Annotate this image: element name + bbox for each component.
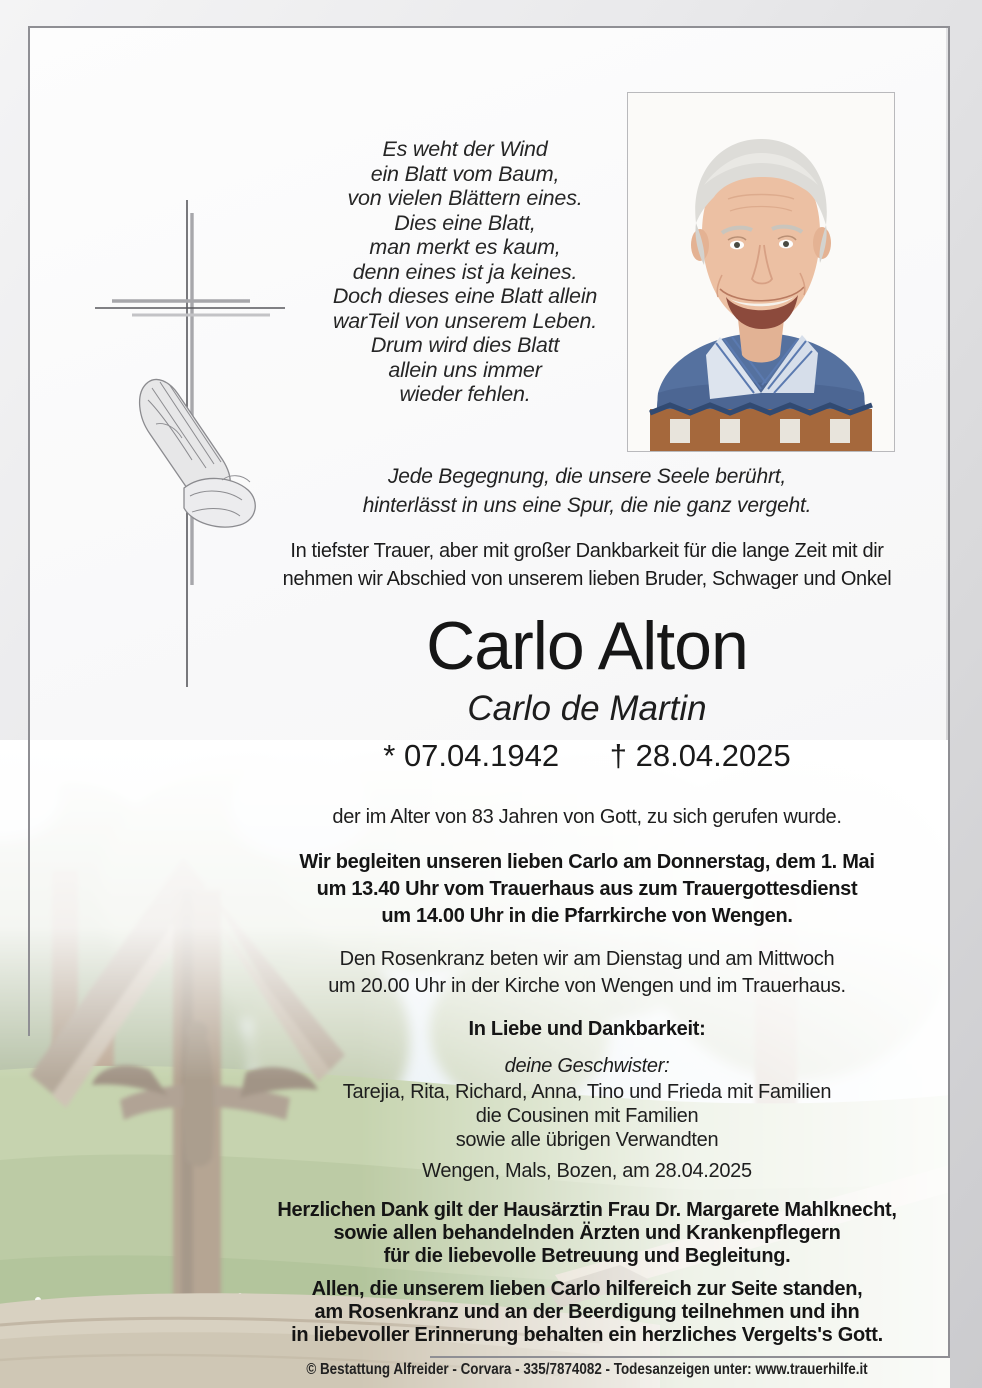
funeral-home-footer: © Bestattung Alfreider - Corvara - 335/7874082 - Todesanzeigen unter: www.trauerhilfe.it bbox=[306, 1361, 868, 1378]
relatives-label: deine Geschwister: bbox=[504, 1055, 670, 1077]
thanks-line: für die liebevolle Betreuung und Begleitung. bbox=[383, 1245, 791, 1267]
thanks-line: sowie allen behandelnden Ärzten und Krankenpflegern bbox=[333, 1222, 841, 1244]
intro-line: nehmen wir Abschied von unserem lieben Bruder, Schwager und Onkel bbox=[282, 568, 892, 590]
quote-line: hinterlässt in uns eine Spur, die nie ganz vergeht. bbox=[362, 494, 812, 517]
relatives-line: sowie alle übrigen Verwandten bbox=[455, 1129, 719, 1151]
deceased-name: Carlo Alton bbox=[426, 608, 748, 684]
farewell-line: Allen, die unserem lieben Carlo hilfereich zur Seite standen, bbox=[311, 1278, 863, 1300]
poem-line: allein uns immer bbox=[388, 357, 542, 382]
life-dates bbox=[224, 733, 950, 779]
birth-symbol: * bbox=[383, 738, 396, 773]
poem-line: wieder fehlen. bbox=[399, 382, 531, 406]
intro-line: In tiefster Trauer, aber mit großer Dankbarkeit für die lange Zeit mit dir bbox=[290, 540, 884, 562]
farewell-line: in liebevoller Erinnerung behalten ein herzliches Vergelts's Gott. bbox=[291, 1324, 883, 1346]
place-date-line: Wengen, Mals, Bozen, am 28.04.2025 bbox=[422, 1160, 752, 1182]
announcement-body bbox=[224, 804, 950, 1347]
poem-line: warTeil von unserem Leben. bbox=[332, 308, 598, 333]
death-symbol: † bbox=[609, 738, 627, 773]
quote-line: Jede Begegnung, die unsere Seele berührt, bbox=[387, 465, 787, 488]
funeral-line: um 14.00 Uhr in die Pfarrkirche von Wengen. bbox=[381, 905, 793, 927]
rosary-line: Den Rosenkranz beten wir am Dienstag und am Mittwoch bbox=[339, 948, 835, 970]
poem-line: Dies eine Blatt, bbox=[394, 210, 536, 235]
card-border-bottom bbox=[430, 1356, 950, 1358]
funeral-line: um 13.40 Uhr vom Trauerhaus aus zum Trauergottesdienst bbox=[316, 878, 858, 900]
card-border-top bbox=[28, 26, 950, 28]
gratitude-heading: In Liebe und Dankbarkeit: bbox=[468, 1018, 706, 1040]
poem-line: Es weht der Wind bbox=[382, 137, 548, 161]
farewell-line: am Rosenkranz und an der Beerdigung teilnehmen und ihn bbox=[314, 1301, 860, 1323]
announcement-header bbox=[224, 462, 950, 779]
age-line: der im Alter von 83 Jahren von Gott, zu sich gerufen wurde. bbox=[332, 806, 842, 828]
card-border-left bbox=[28, 26, 30, 1036]
rosary-line: um 20.00 Uhr in der Kirche von Wengen und im Trauerhaus. bbox=[328, 975, 846, 997]
poem-line: von vielen Blättern eines. bbox=[347, 186, 583, 210]
death-date: 28.04.2025 bbox=[635, 738, 791, 773]
poem-line: ein Blatt vom Baum, bbox=[370, 161, 560, 186]
memorial-poem bbox=[285, 137, 645, 407]
poem-line: Doch dieses eine Blatt allein bbox=[332, 284, 598, 308]
poem-line: Drum wird dies Blatt bbox=[370, 333, 560, 357]
birth-date: 07.04.1942 bbox=[403, 738, 560, 773]
deceased-alias: Carlo de Martin bbox=[467, 689, 707, 728]
poem-line: denn eines ist ja keines. bbox=[352, 259, 578, 284]
relatives-line: die Cousinen mit Familien bbox=[475, 1105, 699, 1127]
poem-line: man merkt es kaum, bbox=[369, 235, 561, 259]
relatives-line: Tarejia, Rita, Richard, Anna, Tino und Frieda mit Familien bbox=[342, 1081, 832, 1103]
funeral-line: Wir begleiten unseren lieben Carlo am Donnerstag, dem 1. Mai bbox=[299, 851, 875, 873]
thanks-line: Herzlichen Dank gilt der Hausärztin Frau Dr. Margarete Mahlknecht, bbox=[277, 1199, 897, 1221]
portrait-photo bbox=[627, 92, 895, 452]
